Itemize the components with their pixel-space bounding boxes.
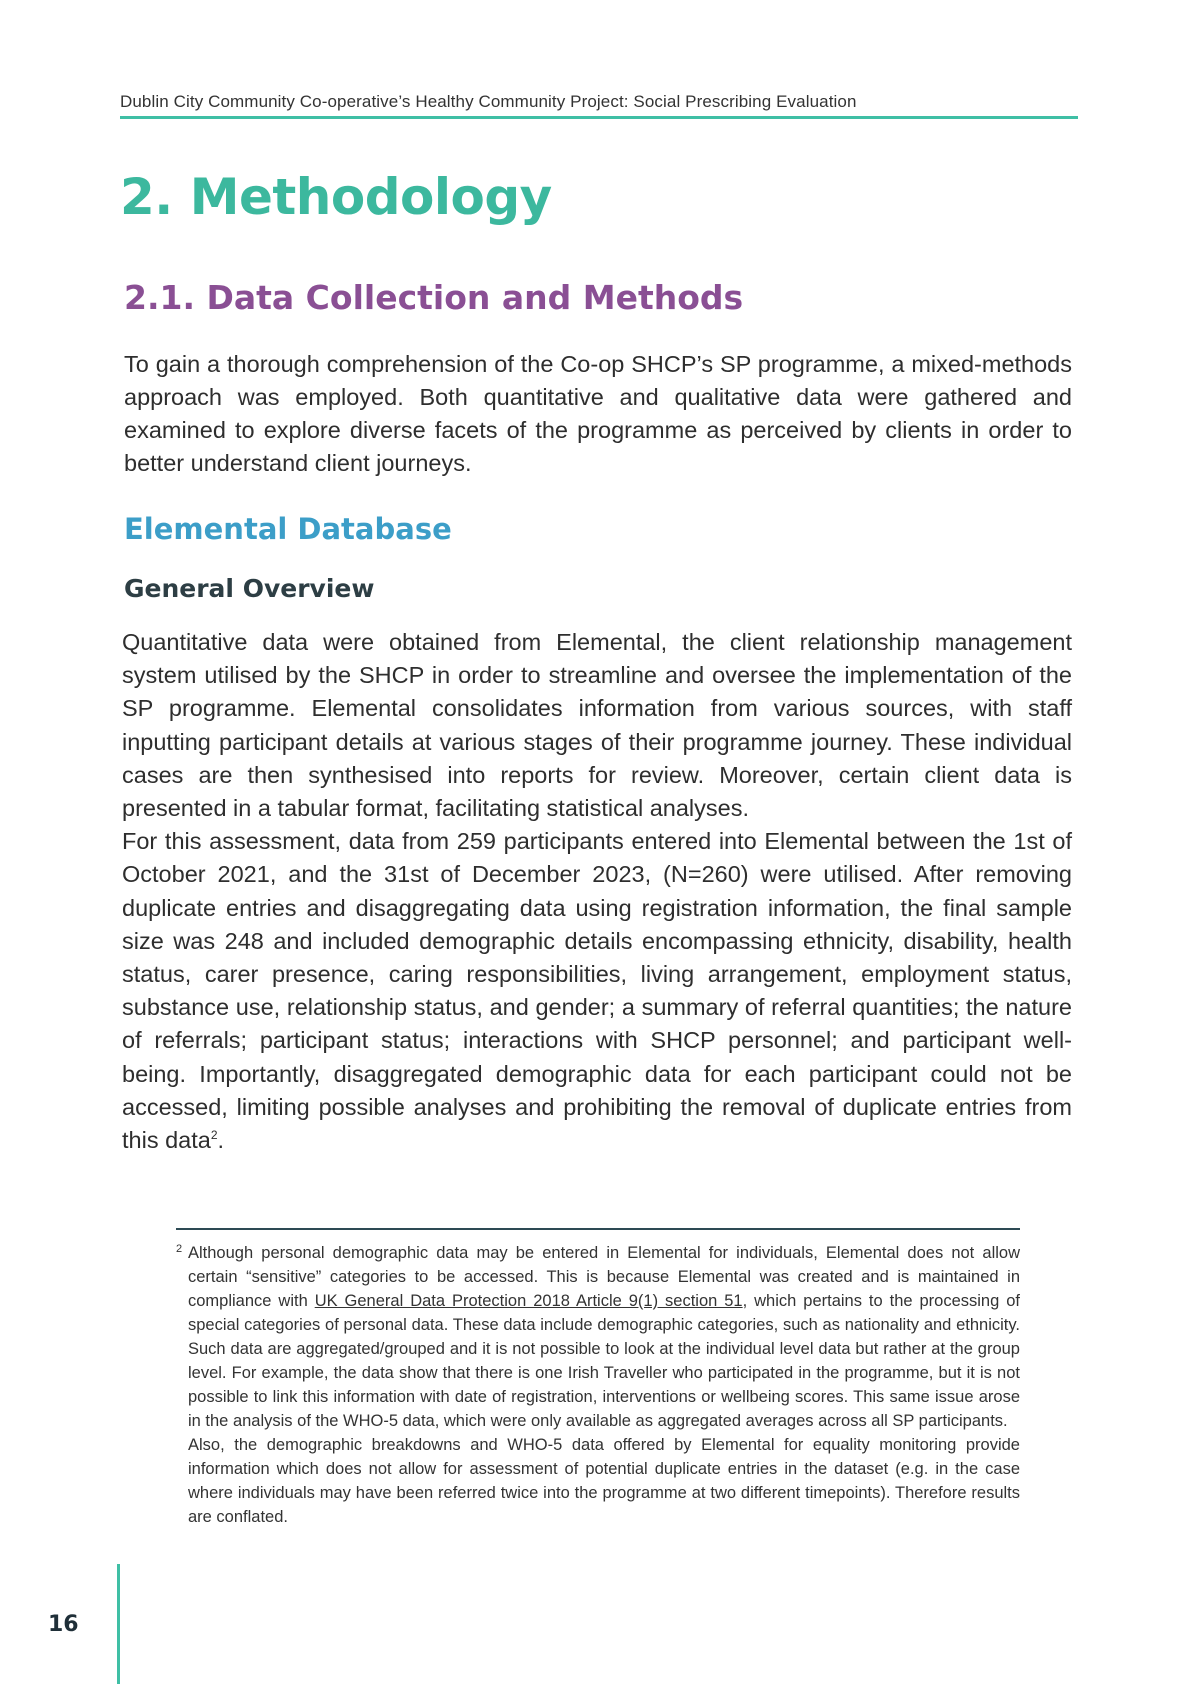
footnote-continuation: Also, the demographic breakdowns and WHO-5 data offered by Elemental for equality monitoring provide information which does not allow for assessment of potential duplicate entries in the dataset (e.g. in the case where individuals may have been referred twice into the programme at two different timepoints). Therefore results are conflated. — [188, 1436, 1020, 1526]
elemental-body — [122, 626, 1072, 1157]
intro-paragraph: To gain a thorough comprehension of the Co-op SHCP’s SP programme, a mixed-methods approach was employed. Both quantitative and qualitative data were gathered and examined to explore diverse facets of the programme as perceived by clients in order to better understand client journeys. — [124, 351, 1072, 476]
page-number: 16 — [48, 1612, 79, 1637]
page-side-accent — [117, 1564, 120, 1684]
footnote-text-after-link: , which pertains to the processing of special categories of personal data. These data include demographic categories, such as nationality and ethnicity. Such data are aggregated/grouped and it is not possible to look at the individual level data but rather at the group level. For example, the data show that there is one Irish Traveller who participated in the programme, but it is not possible to link this information with date of registration, interventions or wellbeing scores. This same issue arose in the analysis of the WHO-5 data, which were only available as aggregated averages across all SP participants. — [188, 1292, 1020, 1430]
footnote-reference[interactable]: 2 — [210, 1128, 218, 1143]
footnote-text-before-link: Although personal demographic data may be entered in Elemental for individuals, Elemental does not allow certain “sensitive” categories to be accessed. This is because Elemental was created and is maintained in compliance with — [188, 1244, 1020, 1310]
elemental-paragraph-2-end: . — [217, 1127, 225, 1154]
general-overview-heading: General Overview — [124, 574, 375, 603]
elemental-paragraph-2-text: For this assessment, data from 259 participants entered into Elemental between the 1st of October 2021, and the 31st of December 2023, (N=260) were utilised. After removing duplicate entries and disaggregating data using registration information, the final sample size was 248 and included demographic details encompassing ethnicity, disability, health status, carer presence, caring responsibilities, living arrangement, employment status, substance use, relationship status, and gender; a summary of referral quantities; the nature of referrals; participant status; interactions with SHCP personnel; and participant well-being. Importantly, disaggregated demographic data for each participant could not be accessed, limiting possible analyses and prohibiting the removal of duplicate entries from this data — [122, 828, 1072, 1154]
footnote-marker: 2 — [176, 1243, 183, 1255]
section-title: 2. Methodology — [120, 168, 552, 226]
footnote-divider — [176, 1228, 1020, 1230]
running-header: Dublin City Community Co-operative’s Healthy Community Project: Social Prescribing Evaluation — [120, 92, 857, 111]
footnote-gdpr-link[interactable]: UK General Data Protection 2018 Article 9(1) section 51 — [314, 1292, 743, 1310]
elemental-paragraph-2 — [122, 825, 1072, 1157]
elemental-heading: Elemental Database — [124, 512, 452, 546]
subsection-title: 2.1. Data Collection and Methods — [124, 278, 744, 317]
footnote-text — [176, 1241, 1020, 1433]
header-divider — [120, 116, 1078, 119]
footnote — [176, 1241, 1020, 1529]
elemental-paragraph-1: Quantitative data were obtained from Elemental, the client relationship management system utilised by the SHCP in order to streamline and oversee the implementation of the SP programme. Elemental consolidates information from various sources, with staff inputting participant details at various stages of their programme journey. These individual cases are then synthesised into reports for review. Moreover, certain client data is presented in a tabular format, facilitating statistical analyses. — [122, 629, 1072, 822]
